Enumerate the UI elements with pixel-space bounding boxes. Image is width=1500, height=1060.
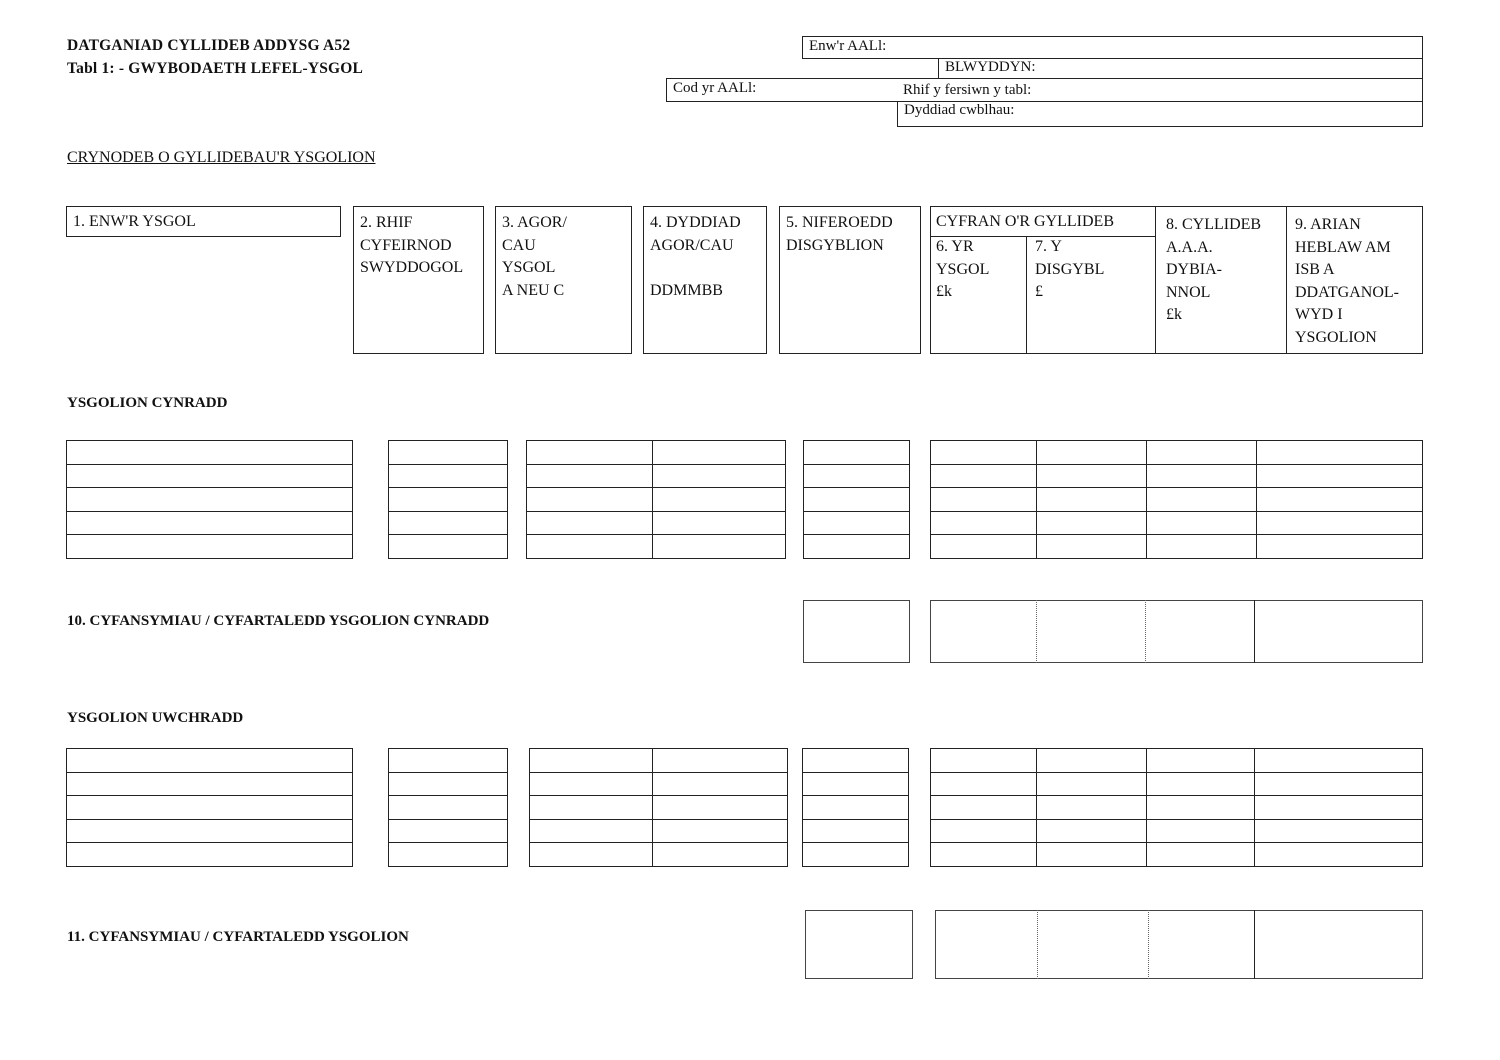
primary-openclose-grid xyxy=(526,440,786,559)
col6-col7-divider xyxy=(1026,236,1027,354)
col-pupil-share-header: 7. Y DISGYBL £ xyxy=(1035,238,1105,300)
secondary-budget-grid xyxy=(930,748,1423,867)
input-cell[interactable] xyxy=(1257,464,1423,488)
input-cell[interactable] xyxy=(1037,464,1147,488)
input-cell[interactable] xyxy=(653,464,786,488)
secondary-totals-label: 11. CYFANSYMIAU / CYFARTALEDD YSGOLION xyxy=(67,929,409,945)
input-cell[interactable] xyxy=(67,535,353,559)
input-cell[interactable] xyxy=(389,772,508,796)
input-cell[interactable] xyxy=(931,749,1037,773)
primary-name-grid xyxy=(66,440,353,559)
aali-code-label: Cod yr AALl: xyxy=(673,80,757,96)
input-cell[interactable] xyxy=(931,843,1037,867)
input-cell[interactable] xyxy=(389,535,508,559)
total-divider xyxy=(1148,910,1149,979)
input-cell[interactable] xyxy=(67,796,353,820)
total-divider xyxy=(1254,910,1255,979)
input-cell[interactable] xyxy=(1037,535,1147,559)
secondary-total-pupils-cell[interactable] xyxy=(805,910,913,979)
input-cell[interactable] xyxy=(1037,772,1147,796)
input-cell[interactable] xyxy=(1147,772,1255,796)
summary-heading: CRYNODEB O GYLLIDEBAU'R YSGOLION xyxy=(67,149,376,166)
input-cell[interactable] xyxy=(1147,819,1255,843)
primary-totals-label: 10. CYFANSYMIAU / CYFARTALEDD YSGOLION CYNRADD xyxy=(67,613,490,629)
input-cell[interactable] xyxy=(804,488,910,512)
input-cell[interactable] xyxy=(67,511,353,535)
input-cell[interactable] xyxy=(653,511,786,535)
input-cell[interactable] xyxy=(1147,843,1255,867)
input-cell[interactable] xyxy=(527,441,653,465)
aali-code-field[interactable] xyxy=(666,78,1423,102)
aali-name-field[interactable] xyxy=(802,36,1423,59)
input-cell[interactable] xyxy=(527,464,653,488)
input-cell[interactable] xyxy=(931,819,1037,843)
primary-total-pupils-cell[interactable] xyxy=(803,600,910,663)
col-open-close-header: 3. AGOR/ CAU YSGOL A NEU C xyxy=(495,206,632,354)
input-cell[interactable] xyxy=(389,441,508,465)
primary-schools-heading: YSGOLION CYNRADD xyxy=(67,395,228,411)
input-cell[interactable] xyxy=(1257,488,1423,512)
input-cell[interactable] xyxy=(389,511,508,535)
col-school-name-header: 1. ENW'R YSGOL xyxy=(66,206,341,237)
input-cell[interactable] xyxy=(653,535,786,559)
input-cell[interactable] xyxy=(804,511,910,535)
input-cell[interactable] xyxy=(803,772,909,796)
total-divider xyxy=(1037,910,1038,979)
input-cell[interactable] xyxy=(1257,441,1423,465)
input-cell[interactable] xyxy=(931,535,1037,559)
input-cell[interactable] xyxy=(1037,819,1147,843)
input-cell[interactable] xyxy=(530,749,653,773)
col-non-isb-funding-header: 9. ARIAN HEBLAW AM ISB A DDATGANOL- WYD I YSGOLION xyxy=(1295,216,1399,346)
input-cell[interactable] xyxy=(389,464,508,488)
input-cell[interactable] xyxy=(1255,819,1423,843)
input-cell[interactable] xyxy=(67,464,353,488)
input-cell[interactable] xyxy=(804,464,910,488)
table-subtitle: Tabl 1: - GWYBODAETH LEFEL-YSGOL xyxy=(67,60,364,77)
input-cell[interactable] xyxy=(67,441,353,465)
input-cell[interactable] xyxy=(67,749,353,773)
input-cell[interactable] xyxy=(67,772,353,796)
aali-name-label: Enw'r AALl: xyxy=(809,38,887,54)
year-field[interactable] xyxy=(938,58,1423,79)
input-cell[interactable] xyxy=(1037,441,1147,465)
input-cell[interactable] xyxy=(931,511,1037,535)
input-cell[interactable] xyxy=(1147,749,1255,773)
col-lea-budget-header: 8. CYLLIDEB A.A.A. DYBIA- NNOL £k xyxy=(1166,216,1262,323)
input-cell[interactable] xyxy=(1037,843,1147,867)
input-cell[interactable] xyxy=(1147,796,1255,820)
input-cell[interactable] xyxy=(803,843,909,867)
secondary-ref-grid xyxy=(388,748,508,867)
col-pupil-numbers-header: 5. NIFEROEDD DISGYBLION xyxy=(779,206,921,354)
input-cell[interactable] xyxy=(931,796,1037,820)
input-cell[interactable] xyxy=(1147,535,1257,559)
input-cell[interactable] xyxy=(653,796,788,820)
secondary-total-budget-cells[interactable] xyxy=(935,910,1423,979)
input-cell[interactable] xyxy=(1147,441,1257,465)
input-cell[interactable] xyxy=(530,843,653,867)
input-cell[interactable] xyxy=(1037,488,1147,512)
input-cell[interactable] xyxy=(931,488,1037,512)
secondary-name-grid xyxy=(66,748,353,867)
input-cell[interactable] xyxy=(1037,796,1147,820)
input-cell[interactable] xyxy=(530,772,653,796)
input-cell[interactable] xyxy=(653,488,786,512)
input-cell[interactable] xyxy=(527,488,653,512)
col-open-close-date-header: 4. DYDDIAD AGOR/CAU DDMMBB xyxy=(643,206,767,354)
primary-budget-grid xyxy=(930,440,1423,559)
input-cell[interactable] xyxy=(803,796,909,820)
budget-share-header: CYFRAN O'R GYLLIDEB xyxy=(936,213,1114,230)
input-cell[interactable] xyxy=(530,819,653,843)
secondary-openclose-grid xyxy=(529,748,788,867)
col7-col8-divider xyxy=(1155,206,1156,354)
input-cell[interactable] xyxy=(1257,535,1423,559)
total-divider xyxy=(1254,600,1255,663)
secondary-pupils-grid xyxy=(802,748,909,867)
input-cell[interactable] xyxy=(1255,843,1423,867)
input-cell[interactable] xyxy=(67,843,353,867)
input-cell[interactable] xyxy=(931,441,1037,465)
year-label: BLWYDDYN: xyxy=(945,59,1036,75)
completion-date-field[interactable] xyxy=(897,101,1423,127)
completion-date-label: Dyddiad cwblhau: xyxy=(904,102,1015,118)
input-cell[interactable] xyxy=(1037,749,1147,773)
input-cell[interactable] xyxy=(804,441,910,465)
col8-col9-divider xyxy=(1286,206,1287,354)
form-title: DATGANIAD CYLLIDEB ADDYSG A52 xyxy=(67,37,351,54)
input-cell[interactable] xyxy=(530,796,653,820)
col-school-share-header: 6. YR YSGOL £k xyxy=(936,238,990,300)
input-cell[interactable] xyxy=(67,488,353,512)
input-cell[interactable] xyxy=(389,843,508,867)
input-cell[interactable] xyxy=(389,796,508,820)
input-cell[interactable] xyxy=(527,535,653,559)
col-official-ref-header: 2. RHIF CYFEIRNOD SWYDDOGOL xyxy=(353,206,484,354)
input-cell[interactable] xyxy=(1257,511,1423,535)
input-cell[interactable] xyxy=(1147,464,1257,488)
input-cell[interactable] xyxy=(389,749,508,773)
input-cell[interactable] xyxy=(653,749,788,773)
input-cell[interactable] xyxy=(931,772,1037,796)
input-cell[interactable] xyxy=(527,511,653,535)
primary-total-budget-cells[interactable] xyxy=(930,600,1423,663)
input-cell[interactable] xyxy=(1255,772,1423,796)
version-number-label: Rhif y fersiwn y tabl: xyxy=(903,82,1032,98)
input-cell[interactable] xyxy=(931,464,1037,488)
total-divider xyxy=(1036,600,1037,663)
input-cell[interactable] xyxy=(803,749,909,773)
input-cell[interactable] xyxy=(653,843,788,867)
input-cell[interactable] xyxy=(389,819,508,843)
input-cell[interactable] xyxy=(67,819,353,843)
input-cell[interactable] xyxy=(389,488,508,512)
input-cell[interactable] xyxy=(1037,511,1147,535)
input-cell[interactable] xyxy=(653,819,788,843)
input-cell[interactable] xyxy=(803,819,909,843)
input-cell[interactable] xyxy=(1147,511,1257,535)
input-cell[interactable] xyxy=(653,441,786,465)
total-divider xyxy=(1145,600,1146,663)
input-cell[interactable] xyxy=(1255,796,1423,820)
input-cell[interactable] xyxy=(653,772,788,796)
secondary-schools-heading: YSGOLION UWCHRADD xyxy=(67,710,244,726)
input-cell[interactable] xyxy=(804,535,910,559)
primary-ref-grid xyxy=(388,440,508,559)
input-cell[interactable] xyxy=(1255,749,1423,773)
input-cell[interactable] xyxy=(1147,488,1257,512)
primary-pupils-grid xyxy=(803,440,910,559)
